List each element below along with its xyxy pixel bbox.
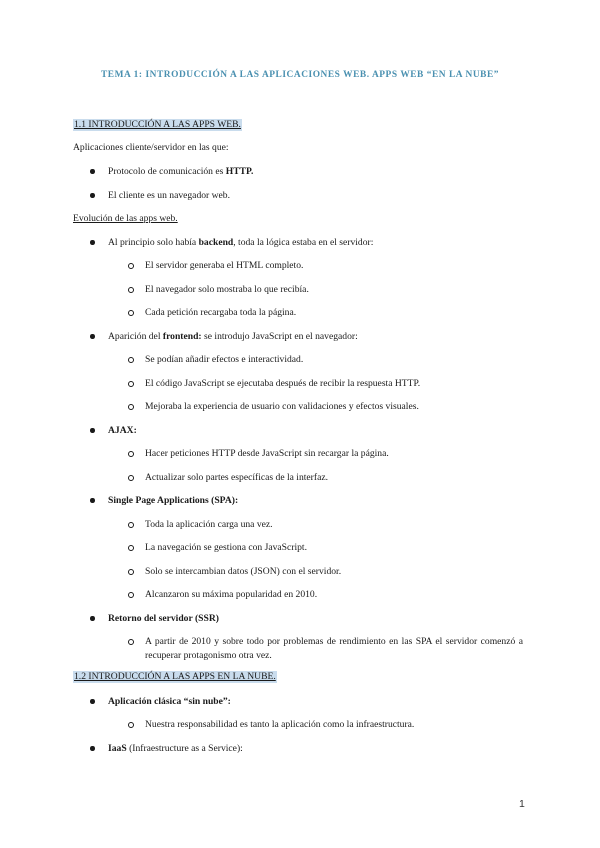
spa-label: Single Page Applications (SPA):	[108, 495, 239, 506]
classic-label: Aplicación clásica “sin nube”:	[108, 696, 231, 707]
classic-item: Nuestra responsabilidad es tanto la aplicación como la infraestructura.	[145, 719, 415, 730]
document-title: TEMA 1: INTRODUCCIÓN A LAS APLICACIONES WEB. APPS WEB “EN LA NUBE”	[100, 70, 499, 80]
backend-post: , toda la lógica estaba en el servidor:	[233, 237, 374, 248]
iaas-post: (Infraestructure as a Service):	[126, 743, 243, 754]
page-number: 1	[519, 798, 525, 810]
spa-item: Solo se intercambian datos (JSON) con el servidor.	[145, 566, 342, 577]
bullet-ssr	[108, 612, 219, 625]
ssr-label: Retorno del servidor (SSR)	[108, 613, 219, 624]
bullet-client: El cliente es un navegador web.	[108, 190, 231, 201]
ssr-text: A partir de 2010 y sobre todo por problemas de rendimiento en las SPA el servidor comenzó a recuperar protagonismo otra vez.	[145, 636, 523, 661]
evolution-heading: Evolución de las apps web.	[73, 213, 178, 224]
bullet-frontend	[108, 330, 358, 343]
bullet-iaas	[108, 742, 243, 755]
backend-bold: backend	[198, 237, 234, 248]
bullet-spa	[108, 494, 238, 507]
bullet-classic	[108, 695, 231, 708]
spa-item: Alcanzaron su máxima popularidad en 2010.	[145, 589, 318, 600]
frontend-item: El código JavaScript se ejecutaba después de recibir la respuesta HTTP.	[145, 378, 421, 389]
bullet-protocol-text: Protocolo de comunicación es	[108, 166, 226, 177]
bullet-protocol-bold: HTTP.	[225, 166, 254, 177]
ajax-item: Actualizar solo partes específicas de la interfaz.	[145, 472, 328, 483]
ajax-item: Hacer peticiones HTTP desde JavaScript sin recargar la página.	[145, 448, 389, 459]
spa-item: Toda la aplicación carga una vez.	[145, 519, 273, 530]
ajax-label: AJAX:	[108, 425, 137, 436]
section-2-heading: 1.2 INTRODUCCIÓN A LAS APPS EN LA NUBE.	[74, 671, 276, 682]
frontend-bold: frontend:	[162, 331, 202, 342]
backend-item: El servidor generaba el HTML completo.	[145, 260, 304, 271]
backend-pre: Al principio solo había	[108, 237, 199, 248]
intro-text: Aplicaciones cliente/servidor en las que:	[73, 142, 229, 153]
bullet-backend	[108, 236, 373, 249]
frontend-item: Mejoraba la experiencia de usuario con validaciones y efectos visuales.	[145, 401, 419, 412]
spa-item: La navegación se gestiona con JavaScript.	[145, 542, 307, 553]
bullet-ajax	[108, 424, 137, 437]
backend-item: El navegador solo mostraba lo que recibía.	[145, 284, 309, 295]
frontend-post: se introdujo JavaScript en el navegador:	[201, 331, 358, 342]
bullet-protocol	[108, 165, 253, 178]
backend-item: Cada petición recargaba toda la página.	[145, 307, 297, 318]
iaas-bold: IaaS	[108, 743, 127, 754]
frontend-pre: Aparición del	[108, 331, 163, 342]
frontend-item: Se podían añadir efectos e interactividad.	[145, 354, 304, 365]
section-1-heading: 1.1 INTRODUCCIÓN A LAS APPS WEB.	[74, 119, 241, 130]
